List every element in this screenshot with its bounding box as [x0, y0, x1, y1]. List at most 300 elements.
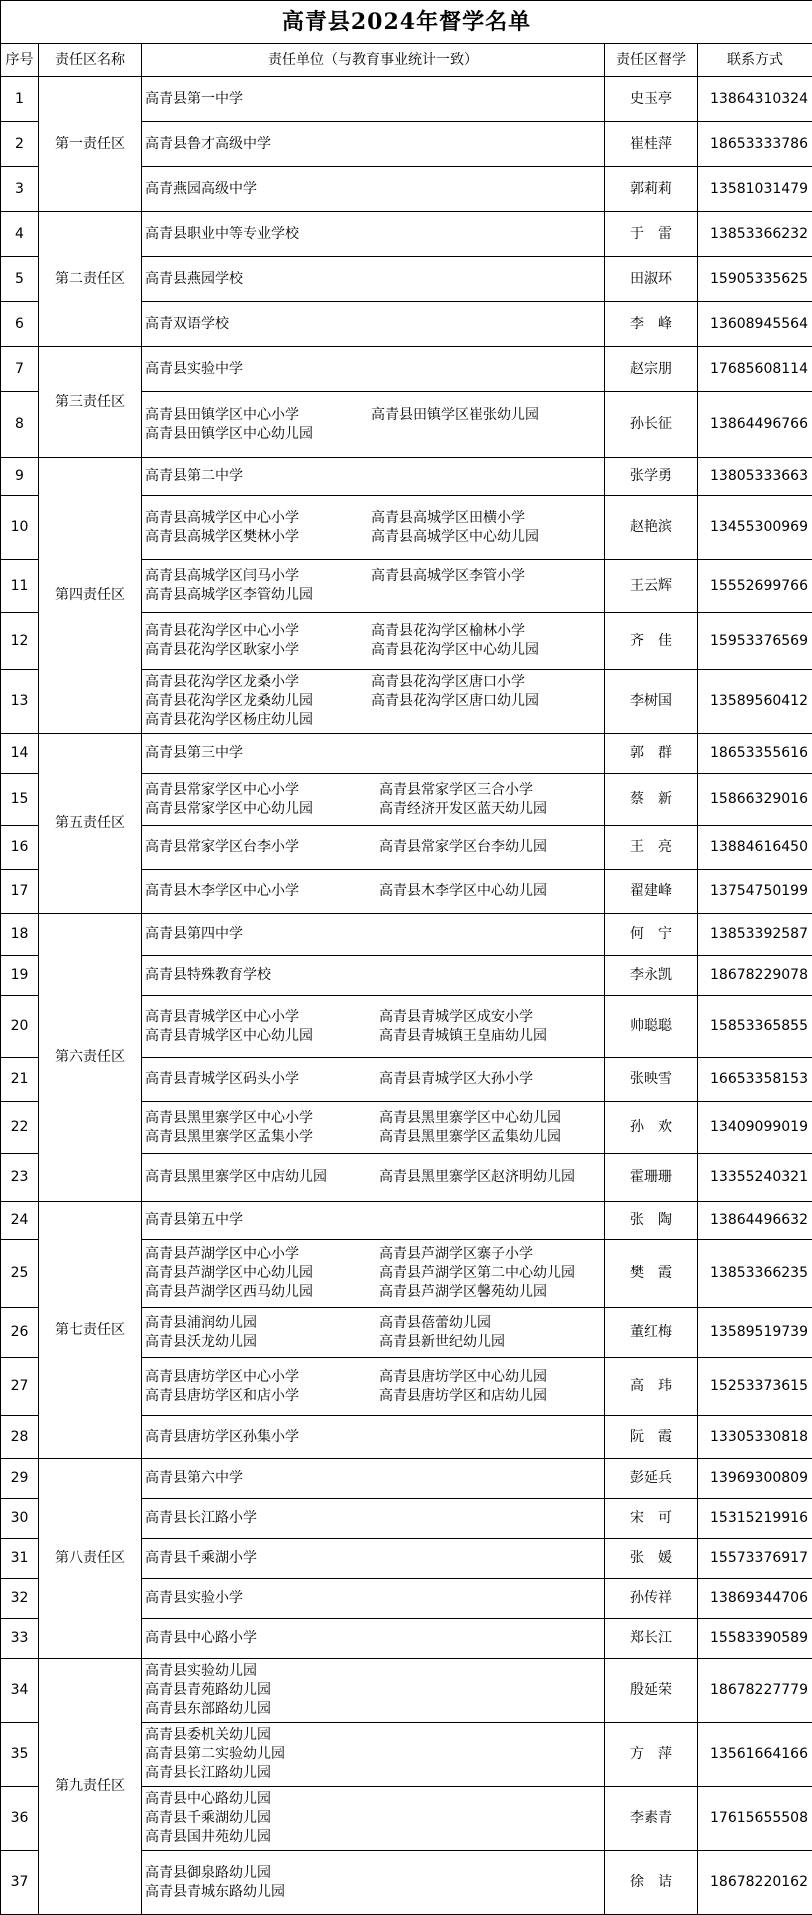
row-number: 6 [1, 302, 39, 347]
unit-list [142, 77, 605, 122]
phone-number: 13853366232 [698, 212, 812, 257]
unit-name: 高青县沃龙幼儿园 [145, 1333, 379, 1352]
unit-name: 高青县花沟学区龙桑幼儿园 [145, 692, 371, 711]
table-row [1, 734, 812, 774]
unit-name: 高青县高城学区田横小学 [371, 510, 525, 526]
inspector-name: 史玉亭 [605, 77, 698, 122]
district-name: 第八责任区 [39, 1459, 142, 1659]
row-number: 23 [1, 1154, 39, 1202]
unit-name: 高青县田镇学区中心幼儿园 [145, 426, 313, 442]
unit-name: 高青县高城学区中心幼儿园 [371, 529, 539, 545]
phone-number: 15253373615 [698, 1358, 812, 1416]
unit-name: 高青县花沟学区中心小学 [145, 622, 371, 641]
unit-line [145, 467, 604, 486]
unit-list [142, 560, 605, 613]
unit-line [145, 1211, 604, 1230]
unit-list [142, 1058, 605, 1102]
inspector-name: 张 媛 [605, 1539, 698, 1579]
phone-number: 15315219916 [698, 1499, 812, 1539]
unit-line [145, 509, 604, 528]
phone-number: 15853365855 [698, 996, 812, 1058]
unit-line [145, 1764, 604, 1783]
unit-line [145, 692, 604, 711]
unit-name: 高青县常家学区中心小学 [145, 781, 379, 800]
unit-list [142, 956, 605, 996]
inspector-name: 李树国 [605, 670, 698, 734]
unit-name: 高青县长江路幼儿园 [145, 1765, 271, 1781]
unit-list [142, 302, 605, 347]
unit-list [142, 1459, 605, 1499]
unit-line [145, 966, 604, 985]
phone-number: 13589519739 [698, 1308, 812, 1358]
unit-line [145, 360, 604, 379]
unit-line [145, 1109, 604, 1128]
row-number: 34 [1, 1659, 39, 1723]
row-number: 19 [1, 956, 39, 996]
unit-name: 高青县青城学区中心幼儿园 [145, 1027, 379, 1046]
unit-line [145, 800, 604, 819]
unit-name: 高青县青城镇王皇庙幼儿园 [379, 1028, 547, 1044]
inspector-name: 帅聪聪 [605, 996, 698, 1058]
unit-line [145, 270, 604, 289]
row-number: 7 [1, 347, 39, 392]
row-number: 27 [1, 1358, 39, 1416]
district-name: 第九责任区 [39, 1659, 142, 1915]
row-number: 13 [1, 670, 39, 734]
unit-line [145, 1864, 604, 1883]
unit-name: 高青县青城学区码头小学 [145, 1070, 379, 1089]
unit-line [145, 1726, 604, 1745]
district-name: 第七责任区 [39, 1202, 142, 1459]
phone-number: 13355240321 [698, 1154, 812, 1202]
unit-list [142, 458, 605, 496]
unit-line [145, 1283, 604, 1302]
unit-line [145, 90, 604, 109]
unit-name: 高青县第四中学 [145, 926, 243, 942]
unit-list [142, 996, 605, 1058]
table-row [1, 347, 812, 392]
unit-line [145, 744, 604, 763]
phone-number: 13969300809 [698, 1459, 812, 1499]
inspector-name: 高 玮 [605, 1358, 698, 1416]
inspector-name: 阮 霞 [605, 1416, 698, 1459]
inspector-name: 蔡 新 [605, 774, 698, 826]
unit-line [145, 1008, 604, 1027]
unit-list [142, 1499, 605, 1539]
unit-name: 高青县木李学区中心幼儿园 [379, 883, 547, 899]
unit-line [145, 567, 604, 586]
unit-name: 高青县唐坊学区中心幼儿园 [379, 1369, 547, 1385]
unit-line [145, 180, 604, 199]
unit-name: 高青县唐坊学区和店小学 [145, 1387, 379, 1406]
unit-list [142, 122, 605, 167]
row-number: 29 [1, 1459, 39, 1499]
unit-line [145, 1128, 604, 1147]
row-number: 12 [1, 613, 39, 670]
district-name: 第五责任区 [39, 734, 142, 914]
unit-name: 高青县田镇学区中心小学 [145, 406, 371, 425]
row-number: 15 [1, 774, 39, 826]
table-row [1, 1459, 812, 1499]
inspector-name: 崔桂萍 [605, 122, 698, 167]
unit-line [145, 882, 604, 901]
unit-name: 高青县花沟学区杨庄幼儿园 [145, 712, 313, 728]
row-number: 18 [1, 914, 39, 956]
unit-name: 高青县御泉路幼儿园 [145, 1865, 271, 1881]
row-number: 17 [1, 870, 39, 914]
inspector-name: 张映雪 [605, 1058, 698, 1102]
row-number: 3 [1, 167, 39, 212]
phone-number: 13608945564 [698, 302, 812, 347]
unit-list [142, 826, 605, 870]
phone-number: 15573376917 [698, 1539, 812, 1579]
unit-name: 高青县中心路小学 [145, 1630, 257, 1646]
unit-name: 高青县第二中学 [145, 468, 243, 484]
inspector-name: 郭莉莉 [605, 167, 698, 212]
unit-name: 高青县第一中学 [145, 91, 243, 107]
unit-line [145, 1333, 604, 1352]
phone-number: 18678227779 [698, 1659, 812, 1723]
unit-name: 高青县实验中学 [145, 361, 243, 377]
unit-list [142, 1539, 605, 1579]
inspector-name: 张 陶 [605, 1202, 698, 1240]
unit-list [142, 257, 605, 302]
unit-list [142, 167, 605, 212]
inspector-name: 王云辉 [605, 560, 698, 613]
unit-line [145, 1589, 604, 1608]
unit-list [142, 1154, 605, 1202]
unit-name: 高青县黑里寨学区赵济明幼儿园 [379, 1169, 575, 1185]
phone-number: 15866329016 [698, 774, 812, 826]
inspector-name: 王 亮 [605, 826, 698, 870]
header-district: 责任区名称 [39, 44, 142, 77]
unit-name: 高青县花沟学区龙桑小学 [145, 673, 371, 692]
header-contact: 联系方式 [698, 44, 812, 77]
unit-name: 高青县蓓蕾幼儿园 [379, 1315, 491, 1331]
unit-name: 高青县唐坊学区中心小学 [145, 1368, 379, 1387]
row-number: 5 [1, 257, 39, 302]
phone-number: 13884616450 [698, 826, 812, 870]
unit-name: 高青县燕园学校 [145, 271, 243, 287]
unit-line [145, 673, 604, 692]
unit-line [145, 135, 604, 154]
unit-list [142, 496, 605, 560]
inspector-name: 霍珊珊 [605, 1154, 698, 1202]
phone-number: 13589560412 [698, 670, 812, 734]
inspector-name: 翟建峰 [605, 870, 698, 914]
inspector-name: 孙 欢 [605, 1102, 698, 1154]
unit-name: 高青县高城学区李管小学 [371, 568, 525, 584]
row-number: 22 [1, 1102, 39, 1154]
table-row [1, 1202, 812, 1240]
inspector-name: 殷延荣 [605, 1659, 698, 1723]
row-number: 26 [1, 1308, 39, 1358]
row-number: 36 [1, 1787, 39, 1851]
district-name: 第二责任区 [39, 212, 142, 347]
phone-number: 13409099019 [698, 1102, 812, 1154]
phone-number: 13869344706 [698, 1579, 812, 1619]
row-number: 20 [1, 996, 39, 1058]
unit-name: 高青县国井苑幼儿园 [145, 1829, 271, 1845]
unit-name: 高青县第六中学 [145, 1470, 243, 1486]
unit-name: 高青县高城学区闫马小学 [145, 567, 371, 586]
unit-name: 高青县长江路小学 [145, 1510, 257, 1526]
phone-number: 15552699766 [698, 560, 812, 613]
phone-number: 17615655508 [698, 1787, 812, 1851]
unit-line [145, 1509, 604, 1528]
unit-name: 高青县芦湖学区中心小学 [145, 1245, 379, 1264]
unit-list [142, 1240, 605, 1308]
row-number: 1 [1, 77, 39, 122]
unit-line [145, 1428, 604, 1447]
unit-list [142, 774, 605, 826]
phone-number: 13864496766 [698, 392, 812, 458]
inspector-name: 宋 可 [605, 1499, 698, 1539]
unit-list [142, 392, 605, 458]
header-no: 序号 [1, 44, 39, 77]
inspector-name: 赵宗朋 [605, 347, 698, 392]
unit-line [145, 641, 604, 660]
inspector-name: 齐 佳 [605, 613, 698, 670]
unit-line [145, 1790, 604, 1809]
inspector-name: 于 雷 [605, 212, 698, 257]
unit-name: 高青县职业中等专业学校 [145, 226, 299, 242]
row-number: 4 [1, 212, 39, 257]
unit-line [145, 1549, 604, 1568]
phone-number: 15953376569 [698, 613, 812, 670]
inspector-name: 李素青 [605, 1787, 698, 1851]
inspector-name: 李永凯 [605, 956, 698, 996]
unit-list [142, 347, 605, 392]
unit-name: 高青县花沟学区榆林小学 [371, 623, 525, 639]
unit-line [145, 781, 604, 800]
unit-line [145, 1168, 604, 1187]
unit-name: 高青双语学校 [145, 316, 229, 332]
unit-name: 高青县第五中学 [145, 1212, 243, 1228]
row-number: 35 [1, 1723, 39, 1787]
unit-name: 高青县青城学区成安小学 [379, 1009, 533, 1025]
phone-number: 18678220162 [698, 1851, 812, 1915]
unit-name: 高青县常家学区中心幼儿园 [145, 800, 379, 819]
unit-name: 高青经济开发区蓝天幼儿园 [379, 801, 547, 817]
unit-line [145, 315, 604, 334]
unit-name: 高青县花沟学区耿家小学 [145, 641, 371, 660]
table-row [1, 914, 812, 956]
inspector-name: 张学勇 [605, 458, 698, 496]
unit-name: 高青县新世纪幼儿园 [379, 1334, 505, 1350]
inspector-name: 方 萍 [605, 1723, 698, 1787]
district-name: 第六责任区 [39, 914, 142, 1202]
unit-line [145, 406, 604, 425]
unit-name: 高青县东部路幼儿园 [145, 1701, 271, 1717]
row-number: 33 [1, 1619, 39, 1659]
inspector-name: 徐 诘 [605, 1851, 698, 1915]
unit-name: 高青县青城学区大孙小学 [379, 1071, 533, 1087]
inspector-name: 何 宁 [605, 914, 698, 956]
row-number: 11 [1, 560, 39, 613]
unit-line [145, 1368, 604, 1387]
header-row [1, 44, 812, 77]
unit-line [145, 622, 604, 641]
unit-name: 高青县高城学区樊林小学 [145, 528, 371, 547]
row-number: 30 [1, 1499, 39, 1539]
unit-list [142, 1102, 605, 1154]
table-row [1, 77, 812, 122]
header-units: 责任单位（与教育事业统计一致） [142, 44, 605, 77]
phone-number: 13805333663 [698, 458, 812, 496]
unit-list [142, 1619, 605, 1659]
unit-line [145, 225, 604, 244]
unit-line [145, 1469, 604, 1488]
unit-list [142, 870, 605, 914]
phone-number: 17685608114 [698, 347, 812, 392]
inspector-name: 赵艳滨 [605, 496, 698, 560]
row-number: 24 [1, 1202, 39, 1240]
table-row [1, 1659, 812, 1723]
row-number: 16 [1, 826, 39, 870]
unit-name: 高青县第三中学 [145, 745, 243, 761]
row-number: 2 [1, 122, 39, 167]
phone-number: 13754750199 [698, 870, 812, 914]
unit-name: 高青县田镇学区崔张幼儿园 [371, 407, 539, 423]
district-name: 第四责任区 [39, 458, 142, 734]
unit-list [142, 1723, 605, 1787]
row-number: 9 [1, 458, 39, 496]
inspector-name: 郑长江 [605, 1619, 698, 1659]
unit-name: 高青县芦湖学区中心幼儿园 [145, 1264, 379, 1283]
unit-name: 高青县花沟学区中心幼儿园 [371, 642, 539, 658]
unit-name: 高青县芦湖学区寨子小学 [379, 1246, 533, 1262]
unit-line [145, 528, 604, 547]
unit-name: 高青县实验小学 [145, 1590, 243, 1606]
unit-name: 高青县黑里寨学区孟集小学 [145, 1128, 379, 1147]
phone-number: 13561664166 [698, 1723, 812, 1787]
phone-number: 13455300969 [698, 496, 812, 560]
phone-number: 18678229078 [698, 956, 812, 996]
unit-name: 高青县花沟学区唐口小学 [371, 674, 525, 690]
unit-name: 高青县高城学区李管幼儿园 [145, 587, 313, 603]
unit-name: 高青县木李学区中心小学 [145, 882, 379, 901]
row-number: 25 [1, 1240, 39, 1308]
unit-name: 高青县常家学区台李幼儿园 [379, 839, 547, 855]
unit-name: 高青县黑里寨学区中心小学 [145, 1109, 379, 1128]
phone-number: 18653355616 [698, 734, 812, 774]
phone-number: 13864496632 [698, 1202, 812, 1240]
unit-line [145, 425, 604, 444]
unit-name: 高青县常家学区台李小学 [145, 838, 379, 857]
unit-name: 高青县实验幼儿园 [145, 1663, 257, 1679]
phone-number: 15583390589 [698, 1619, 812, 1659]
inspector-name: 孙传祥 [605, 1579, 698, 1619]
unit-line [145, 1662, 604, 1681]
row-number: 8 [1, 392, 39, 458]
row-number: 10 [1, 496, 39, 560]
unit-name: 高青县黑里寨学区中店幼儿园 [145, 1168, 379, 1187]
unit-line [145, 1681, 604, 1700]
unit-line [145, 711, 604, 730]
row-number: 28 [1, 1416, 39, 1459]
unit-name: 高青县黑里寨学区中心幼儿园 [379, 1110, 561, 1126]
unit-name: 高青县黑里寨学区孟集幼儿园 [379, 1129, 561, 1145]
unit-list [142, 1202, 605, 1240]
unit-list [142, 1579, 605, 1619]
unit-name: 高青县青苑路幼儿园 [145, 1682, 271, 1698]
row-number: 31 [1, 1539, 39, 1579]
row-number: 32 [1, 1579, 39, 1619]
district-name: 第三责任区 [39, 347, 142, 458]
unit-name: 高青县千乘湖幼儿园 [145, 1810, 271, 1826]
unit-name: 高青县高城学区中心小学 [145, 509, 371, 528]
unit-line [145, 586, 604, 605]
unit-list [142, 1659, 605, 1723]
unit-name: 高青县青城东路幼儿园 [145, 1884, 285, 1900]
unit-name: 高青县中心路幼儿园 [145, 1791, 271, 1807]
table-row [1, 458, 812, 496]
unit-line [145, 925, 604, 944]
unit-list [142, 1358, 605, 1416]
unit-list [142, 670, 605, 734]
row-number: 37 [1, 1851, 39, 1915]
inspector-name: 李 峰 [605, 302, 698, 347]
phone-number: 13853392587 [698, 914, 812, 956]
unit-name: 高青县芦湖学区馨苑幼儿园 [379, 1284, 547, 1300]
unit-list [142, 1851, 605, 1915]
unit-line [145, 1264, 604, 1283]
phone-number: 15905335625 [698, 257, 812, 302]
row-number: 21 [1, 1058, 39, 1102]
phone-number: 13853366235 [698, 1240, 812, 1308]
unit-line [145, 1828, 604, 1847]
unit-name: 高青县唐坊学区和店幼儿园 [379, 1388, 547, 1404]
unit-name: 高青燕园高级中学 [145, 181, 257, 197]
unit-name: 高青县唐坊学区孙集小学 [145, 1429, 299, 1445]
unit-list [142, 1416, 605, 1459]
unit-list [142, 1308, 605, 1358]
inspector-name: 彭延兵 [605, 1459, 698, 1499]
unit-name: 高青县委机关幼儿园 [145, 1727, 271, 1743]
table-row [1, 212, 812, 257]
unit-name: 高青县芦湖学区第二中心幼儿园 [379, 1265, 575, 1281]
unit-list [142, 1787, 605, 1851]
unit-line [145, 1700, 604, 1719]
unit-line [145, 1245, 604, 1264]
unit-line [145, 1883, 604, 1902]
unit-name: 高青县芦湖学区西马幼儿园 [145, 1283, 379, 1302]
phone-number: 13864310324 [698, 77, 812, 122]
inspector-name: 董红梅 [605, 1308, 698, 1358]
unit-line [145, 1629, 604, 1648]
unit-line [145, 1387, 604, 1406]
unit-list [142, 734, 605, 774]
phone-number: 18653333786 [698, 122, 812, 167]
unit-name: 高青县青城学区中心小学 [145, 1008, 379, 1027]
page-title: 高青县2024年督学名单 [1, 1, 812, 44]
unit-name: 高青县常家学区三合小学 [379, 782, 533, 798]
unit-line [145, 1745, 604, 1764]
phone-number: 13305330818 [698, 1416, 812, 1459]
unit-line [145, 1070, 604, 1089]
header-inspector: 责任区督学 [605, 44, 698, 77]
unit-list [142, 613, 605, 670]
unit-name: 高青县花沟学区唐口幼儿园 [371, 693, 539, 709]
unit-name: 高青县第二实验幼儿园 [145, 1746, 285, 1762]
inspector-name: 田淑环 [605, 257, 698, 302]
unit-name: 高青县千乘湖小学 [145, 1550, 257, 1566]
phone-number: 16653358153 [698, 1058, 812, 1102]
inspector-name: 孙长征 [605, 392, 698, 458]
unit-line [145, 838, 604, 857]
phone-number: 13581031479 [698, 167, 812, 212]
